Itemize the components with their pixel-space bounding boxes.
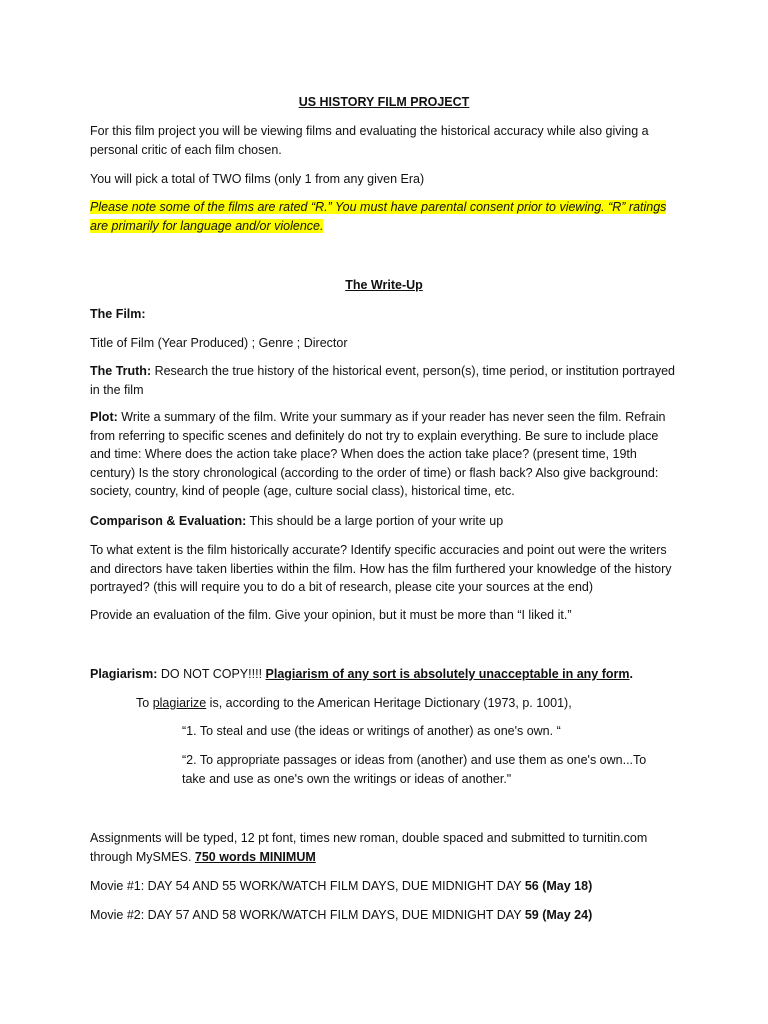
accuracy-paragraph: To what extent is the film historically accurate? Identify specific accuracies and point out were the writers and directors have taken liberties within the film. How has the film furthered your knowledge of the history portrayed? (this will require you to do a bit of research, please cite your sources at the end) — [90, 543, 672, 594]
movie-1-deadline — [90, 877, 680, 896]
movie-2-date: (May 24) — [538, 908, 593, 922]
plagiarism-period: . — [629, 667, 633, 681]
minimum-words: 750 words MINIMUM — [194, 849, 316, 864]
pick-films-text: You will pick a total of TWO films (only 1 from any given Era) — [90, 172, 425, 186]
movie-1-date: (May 18) — [538, 879, 593, 893]
evaluation-paragraph: Provide an evaluation of the film. Give your opinion, but it must be more than “I liked it.” — [90, 608, 572, 622]
plagiarism-paragraph — [90, 665, 680, 684]
plagiarize-word: plagiarize — [152, 696, 207, 710]
comparison-label: Comparison & Evaluation: — [90, 514, 247, 528]
highlighted-note: Please note some of the films are rated “R.” You must have parental consent prior to viewing. “R” ratings are primarily for language and/or violence. — [90, 200, 667, 233]
plagiarism-warning: Plagiarism of any sort is absolutely unacceptable in any form — [265, 667, 630, 681]
comparison-text: This should be a large portion of your write up — [246, 514, 504, 528]
movie-1-day: 56 — [524, 879, 539, 893]
comparison-paragraph — [90, 512, 680, 531]
movie-1-text: Movie #1: DAY 54 AND 55 WORK/WATCH FILM DAYS, DUE MIDNIGHT DAY — [90, 879, 525, 893]
rating-note — [90, 198, 680, 235]
assignment-text: Assignments will be typed, 12 pt font, times new roman, double spaced and submitted to turnitin.com through MySMES. — [90, 831, 648, 864]
film-format: Title of Film (Year Produced) ; Genre ; Director — [90, 336, 348, 350]
definition-suffix: is, according to the American Heritage Dictionary (1973, p. 1001), — [206, 696, 572, 710]
truth-paragraph — [90, 362, 680, 399]
movie-2-day: 59 — [524, 908, 539, 922]
document-title: US HISTORY FILM PROJECT — [298, 95, 470, 109]
film-label: The Film: — [90, 307, 146, 321]
writeup-heading: The Write-Up — [345, 278, 423, 292]
definition-intro — [136, 694, 696, 713]
truth-text: Research the true history of the historical event, person(s), time period, or institution portrayed in the film — [90, 364, 675, 397]
definition-one: “1. To steal and use (the ideas or writings of another) as one's own. “ — [182, 724, 561, 738]
plot-text: Write a summary of the film. Write your summary as if your reader has never seen the film. Refrain from referring to specific scenes and definitely do not try to explain everything. Be sure to include place and time: Where does the action take place? When does the action take place? (present time, 19th century) Is the story chronological (according to the order of time) or flash back? Also give background: society, country, kind of people (age, culture social class), historical time, etc. — [90, 410, 666, 498]
definition-prefix: To — [136, 696, 153, 710]
truth-label: The Truth: — [90, 364, 152, 378]
movie-2-deadline — [90, 906, 680, 925]
definition-two: “2. To appropriate passages or ideas from (another) and use them as one's own...To take and use as one's own the writings or ideas of another." — [182, 753, 647, 786]
plagiarism-label: Plagiarism: — [90, 667, 158, 681]
plot-label: Plot: — [90, 410, 118, 424]
intro-paragraph: For this film project you will be viewing films and evaluating the historical accuracy while also giving a personal critic of each film chosen. — [90, 124, 649, 157]
movie-2-text: Movie #2: DAY 57 AND 58 WORK/WATCH FILM DAYS, DUE MIDNIGHT DAY — [90, 908, 525, 922]
plagiarism-text: DO NOT COPY!!!! — [157, 667, 266, 681]
plot-paragraph — [90, 408, 680, 501]
assignment-paragraph — [90, 829, 680, 866]
